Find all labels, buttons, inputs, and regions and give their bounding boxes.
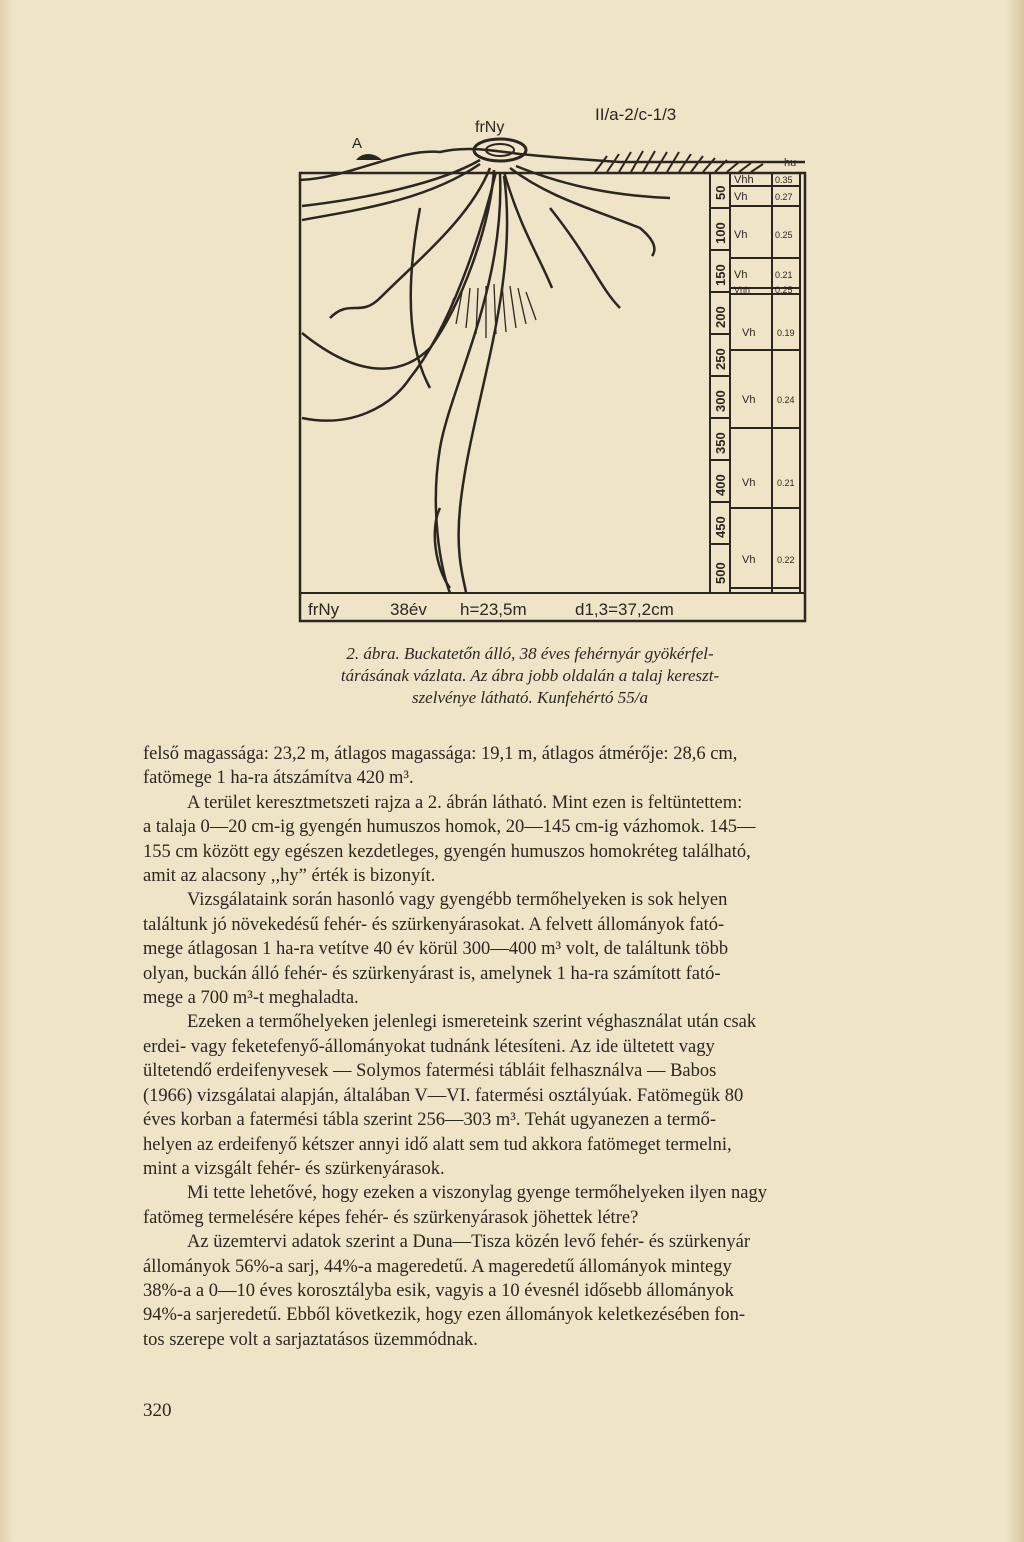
layer-name: Vhh [734, 174, 754, 186]
layer-name: Vh [742, 477, 756, 489]
text-line: 155 cm között egy egészen kezdetleges, gyengén humuszos homokréteg található, [143, 841, 751, 862]
layer-name: Vh [734, 229, 748, 241]
text-line: Mi tette lehetővé, hogy ezeken a viszonylag gyenge termőhelyeken ilyen nagy [187, 1183, 767, 1204]
bottom-species: frNy [308, 600, 340, 619]
paragraph [143, 1010, 963, 1181]
depth-label: 100 [713, 222, 728, 244]
text-line: találtunk jó növekedésű fehér- és szürkenyárasokat. A felvett állományok fató- [143, 914, 725, 935]
figure-caption [250, 643, 810, 709]
text-line: Vizsgálataink során hasonló vagy gyengébb termőhelyeken is sok helyen [187, 890, 728, 911]
fine-roots [446, 284, 536, 338]
text-line: 38%-a a 0—10 éves korosztályba esik, vagyis a 10 évesnél idősebb állományok [143, 1280, 734, 1301]
bottom-age: 38év [390, 600, 427, 619]
depth-scale [713, 186, 728, 584]
layer-name: Vh [742, 554, 756, 566]
text-line: erdei- vagy feketefenyő-állományokat tudnánk létesíteni. Az ide ültetett vagy [143, 1036, 715, 1057]
depth-label: 450 [713, 516, 728, 538]
text-line: Ezeken a termőhelyeken jelenlegi ismereteink szerint véghasználat után csak [187, 1012, 757, 1033]
text-line: olyan, buckán álló fehér- és szürkenyárast is, amelynek 1 ha-ra számított fató- [143, 963, 721, 984]
text-line: fatömeg termelésére képes fehér- és szürkenyárasok jöhettek létre? [143, 1207, 639, 1228]
depth-label: 500 [713, 562, 728, 584]
page-number: 320 [143, 1400, 172, 1421]
figure-hu-label: hu [784, 157, 797, 169]
caption-line: tárásának vázlata. Az ábra jobb oldalán a talaj kereszt- [340, 666, 720, 685]
figure-profile-label: II/a-2/c-1/3 [595, 105, 677, 124]
figure-tree-label: frNy [475, 119, 505, 136]
layer-hy: 0.24 [777, 395, 795, 405]
layer-name: Vh [742, 394, 756, 406]
text-line: 94%-a sarjeredetű. Ebből következik, hogy ezen állományok keletkezésében fon- [143, 1305, 746, 1326]
root-sketch-svg [290, 88, 830, 628]
depth-label: 250 [713, 348, 728, 370]
text-line: éves korban a fatermési tábla szerint 256—303 m³. Tehát ugyanezen a termő- [143, 1110, 717, 1131]
layer-hy: 0.35 [775, 175, 793, 185]
root-system-figure [290, 88, 830, 628]
caption-line: 2. ábra. Buckatetőn álló, 38 éves fehérnyár gyökérfel- [346, 644, 714, 663]
figure-label-a: A [352, 135, 363, 152]
depth-label: 350 [713, 432, 728, 454]
paragraph-continued [143, 742, 963, 791]
paragraph [143, 888, 963, 1010]
layer-hy: 0.19 [777, 328, 795, 338]
text-line: ültetendő erdeifenyvesek — Solymos fatermési tábláit felhasználva — Babos [143, 1061, 717, 1082]
depth-label: 400 [713, 474, 728, 496]
layer-name: Vh [734, 191, 748, 203]
layer-hy: 0.22 [777, 555, 795, 565]
bottom-height: h=23,5m [460, 600, 527, 619]
text-line: felső magassága: 23,2 m, átlagos magassága: 19,1 m, átlagos átmérője: 28,6 cm, [143, 744, 738, 764]
text-line: A terület keresztmetszeti rajza a 2. ábrán látható. Mint ezen is feltüntettem: [187, 792, 743, 813]
text-line: mege a 700 m³-t meghaladta. [143, 988, 359, 1009]
text-line: mint a vizsgált fehér- és szürkenyárasok. [143, 1158, 445, 1179]
text-line: (1966) vizsgálatai alapján, általában V—VI. fatermési osztályúak. Fatömegük 80 [143, 1085, 744, 1106]
depth-label: 150 [713, 264, 728, 286]
layer-hy: 0.21 [775, 270, 793, 280]
layer-hy: 0.27 [775, 192, 793, 202]
layer-hy: 0.21 [777, 478, 795, 488]
layer-name: Vh [742, 327, 756, 339]
page-edge-right [1006, 0, 1024, 1542]
text-line: amit az alacsony ,,hy” érték is bizonyít. [143, 866, 436, 887]
text-line: mege átlagosan 1 ha-ra vetítve 40 év körül 300—400 m³ volt, de találtunk több [143, 939, 729, 960]
text-line: a talaja 0—20 cm-ig gyengén humuszos homok, 20—145 cm-ig vázhomok. 145— [143, 817, 756, 838]
layer-name: Vh [734, 269, 748, 281]
text-line: Az üzemtervi adatok szerint a Duna—Tisza közén levő fehér- és szürkenyár [187, 1232, 750, 1253]
small-stump [356, 154, 382, 160]
caption-line: szelvénye látható. Kunfehértó 55/a [411, 688, 649, 707]
depth-label: 50 [713, 185, 728, 200]
bottom-diameter: d1,3=37,2cm [575, 600, 674, 619]
paragraph [143, 1181, 963, 1230]
layer-hy: 0.25 [775, 285, 793, 295]
depth-label: 300 [713, 390, 728, 412]
layer-hy: 0.25 [775, 230, 793, 240]
page-edge-left [0, 0, 14, 1542]
depth-label: 200 [713, 306, 728, 328]
body-text [143, 742, 963, 1352]
text-line: helyen az erdeifenyő kétszer annyi idő alatt sem tud akkora fatömeget termelni, [143, 1134, 732, 1155]
text-line: állományok 56%-a sarj, 44%-a mageredetű. A mageredetű állományok mintegy [143, 1256, 732, 1277]
text-line: tos szerepe volt a sarjaztatásos üzemmódnak. [143, 1329, 478, 1350]
roots [302, 160, 670, 593]
text-line: fatömege 1 ha-ra átszámítva 420 m³. [143, 768, 414, 789]
paragraph [143, 791, 963, 889]
layer-name: Vhh [734, 285, 751, 295]
paragraph [143, 1230, 963, 1352]
